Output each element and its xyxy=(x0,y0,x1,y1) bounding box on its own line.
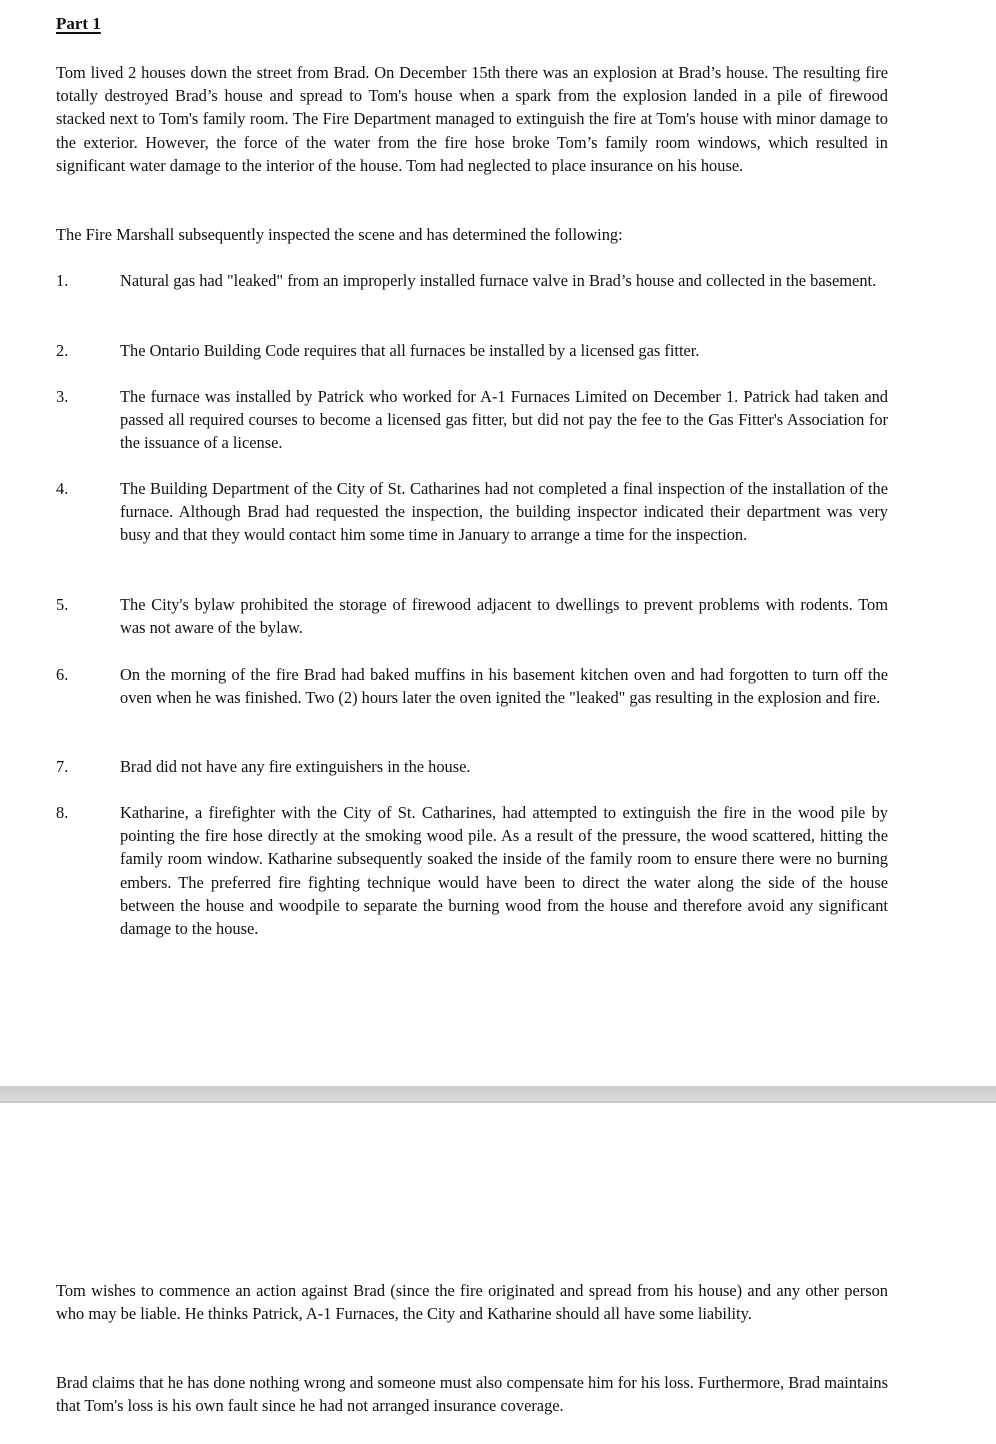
document-page-2 xyxy=(0,1103,996,1444)
finding-text: The City's bylaw prohibited the storage of firewood adjacent to dwellings to prevent problems with rodents. Tom was not aware of the bylaw. xyxy=(120,595,888,638)
finding-number: 3. xyxy=(56,387,69,406)
finding-text: Natural gas had "leaked" from an improperly installed furnace valve in Brad’s house and collected in the basement. xyxy=(120,271,877,290)
finding-text: Brad did not have any fire extinguishers in the house. xyxy=(120,757,471,776)
finding-number: 4. xyxy=(56,479,69,498)
page-break-separator xyxy=(0,1086,996,1103)
lead-paragraph: The Fire Marshall subsequently inspected the scene and has determined the following: xyxy=(56,225,623,244)
finding-text: The Building Department of the City of St. Catharines had not completed a final inspection of the installation of the furnace. Although Brad had requested the inspection, the building inspector indicated their department was very busy and that they would contact him some time in January to arrange a time for the inspection. xyxy=(120,479,888,545)
tom-claim-paragraph: Tom wishes to commence an action against Brad (since the fire originated and spread from his house) and any other person who may be liable. He thinks Patrick, A-1 Furnaces, the City and Katharine should all have some liability. xyxy=(56,1281,888,1324)
brad-claim-paragraph: Brad claims that he has done nothing wrong and someone must also compensate him for his loss. Furthermore, Brad maintains that Tom's loss is his own fault since he had not arranged insurance coverage. xyxy=(56,1373,888,1416)
intro-paragraph-block xyxy=(56,61,888,177)
section-heading: Part 1 xyxy=(56,14,101,33)
finding-text: Katharine, a firefighter with the City of St. Catharines, had attempted to extinguish the fire in the wood pile by pointing the fire hose directly at the smoking wood pile. As a result of the pressure, the wood scattered, hitting the family room window. Katharine subsequently soaked the inside of the family room to ensure there were no burning embers. The preferred fire fighting technique would have been to direct the water along the side of the house between the house and woodpile to separate the burning wood from the house and therefore avoid any significant damage to the house. xyxy=(120,803,888,939)
finding-item xyxy=(56,385,888,455)
finding-text: The furnace was installed by Patrick who worked for A-1 Furnaces Limited on December 1. Patrick had taken and passed all required courses to become a licensed gas fitter, but did not pay the fee to the Gas Fitter's Association for the issuance of a license. xyxy=(120,387,888,453)
finding-item xyxy=(56,477,888,547)
finding-item xyxy=(56,801,888,940)
finding-number: 7. xyxy=(56,757,69,776)
finding-number: 8. xyxy=(56,803,69,822)
finding-text: On the morning of the fire Brad had baked muffins in his basement kitchen oven and had forgotten to turn off the oven when he was finished. Two (2) hours later the oven ignited the "leaked" gas resulting in the explosion and fire. xyxy=(120,665,888,708)
claim-paragraph-block xyxy=(56,1279,888,1325)
finding-number: 2. xyxy=(56,341,69,360)
finding-number: 1. xyxy=(56,271,69,290)
finding-number: 6. xyxy=(56,665,69,684)
finding-item xyxy=(56,339,888,362)
finding-item xyxy=(56,755,888,778)
finding-item xyxy=(56,593,888,639)
lead-paragraph-block xyxy=(56,223,888,246)
finding-item xyxy=(56,663,888,709)
finding-number: 5. xyxy=(56,595,69,614)
finding-item xyxy=(56,269,888,292)
intro-paragraph: Tom lived 2 houses down the street from Brad. On December 15th there was an explosion at Brad’s house. The resulting fire totally destroyed Brad’s house and spread to Tom's house when a spark from the explosion landed in a pile of firewood stacked next to Tom's family room. The Fire Department managed to extinguish the fire at Tom's house with minor damage to the exterior. However, the force of the water from the fire hose broke Tom’s family room windows, which resulted in significant water damage to the interior of the house. Tom had neglected to place insurance on his house. xyxy=(56,63,888,175)
finding-text: The Ontario Building Code requires that all furnaces be installed by a licensed gas fitter. xyxy=(120,341,700,360)
brad-claim-paragraph-block xyxy=(56,1371,888,1417)
